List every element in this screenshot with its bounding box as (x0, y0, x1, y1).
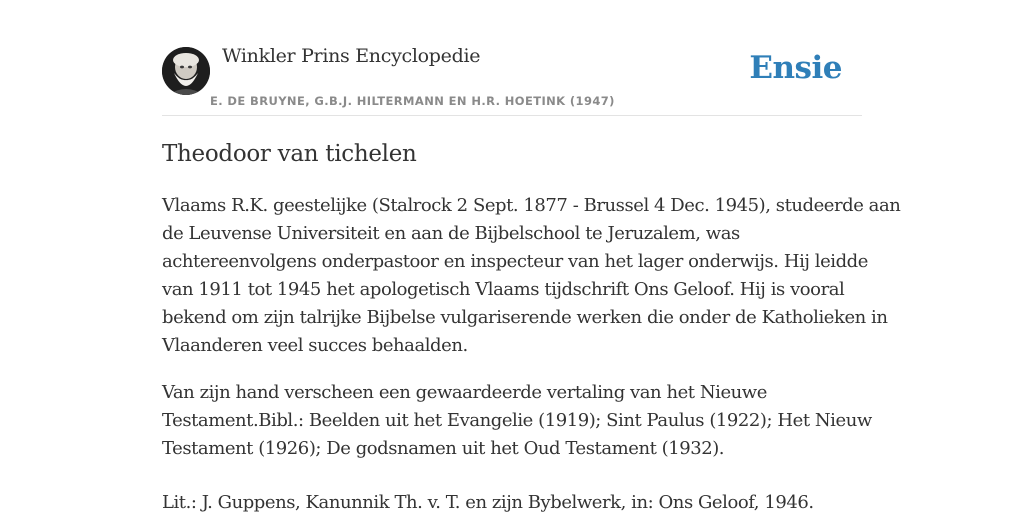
article-paragraph (162, 379, 882, 463)
paragraph-line: Testament.Bibl.: Beelden uit het Evangelie (1919); Sint Paulus (1922); Het Nieuw (162, 410, 872, 431)
paragraph-line: Lit.: J. Guppens, Kanunnik Th. v. T. en zijn Bybelwerk, in: Ons Geloof, 1946. (162, 492, 814, 512)
source-authors: E. DE BRUYNE, G.B.J. HILTERMANN EN H.R. HOETINK (1947) (210, 94, 615, 108)
paragraph-line: van 1911 tot 1945 het apologetisch Vlaams tijdschrift Ons Geloof. Hij is vooral (162, 279, 845, 300)
paragraph-line: Testament (1926); De godsnamen uit het Oud Testament (1932). (162, 438, 725, 459)
paragraph-line: achtereenvolgens onderpastoor en inspecteur van het lager onderwijs. Hij leidde (162, 251, 868, 272)
site-title[interactable]: Winkler Prins Encyclopedie (222, 45, 481, 67)
article-paragraph (162, 192, 901, 360)
paragraph-line: Vlaams R.K. geestelijke (Stalrock 2 Sept. 1877 - Brussel 4 Dec. 1945), studeerde aan (162, 195, 901, 216)
bearded-man-portrait-icon (162, 47, 210, 95)
article-paragraph (162, 489, 882, 512)
page-container (162, 0, 901, 512)
paragraph-line: Van zijn hand verscheen een gewaardeerde vertaling van het Nieuwe (162, 382, 767, 403)
article-title: Theodoor van tichelen (162, 141, 417, 167)
paragraph-line: bekend om zijn talrijke Bijbelse vulgariserende werken die onder de Katholieken in (162, 307, 888, 328)
brand-logo[interactable]: Ensie (749, 50, 842, 86)
paragraph-line: de Leuvense Universiteit en aan de Bijbelschool te Jeruzalem, was (162, 223, 740, 244)
site-header (162, 0, 862, 116)
paragraph-line: Vlaanderen veel succes behaalden. (162, 335, 468, 356)
author-avatar[interactable] (162, 47, 210, 95)
